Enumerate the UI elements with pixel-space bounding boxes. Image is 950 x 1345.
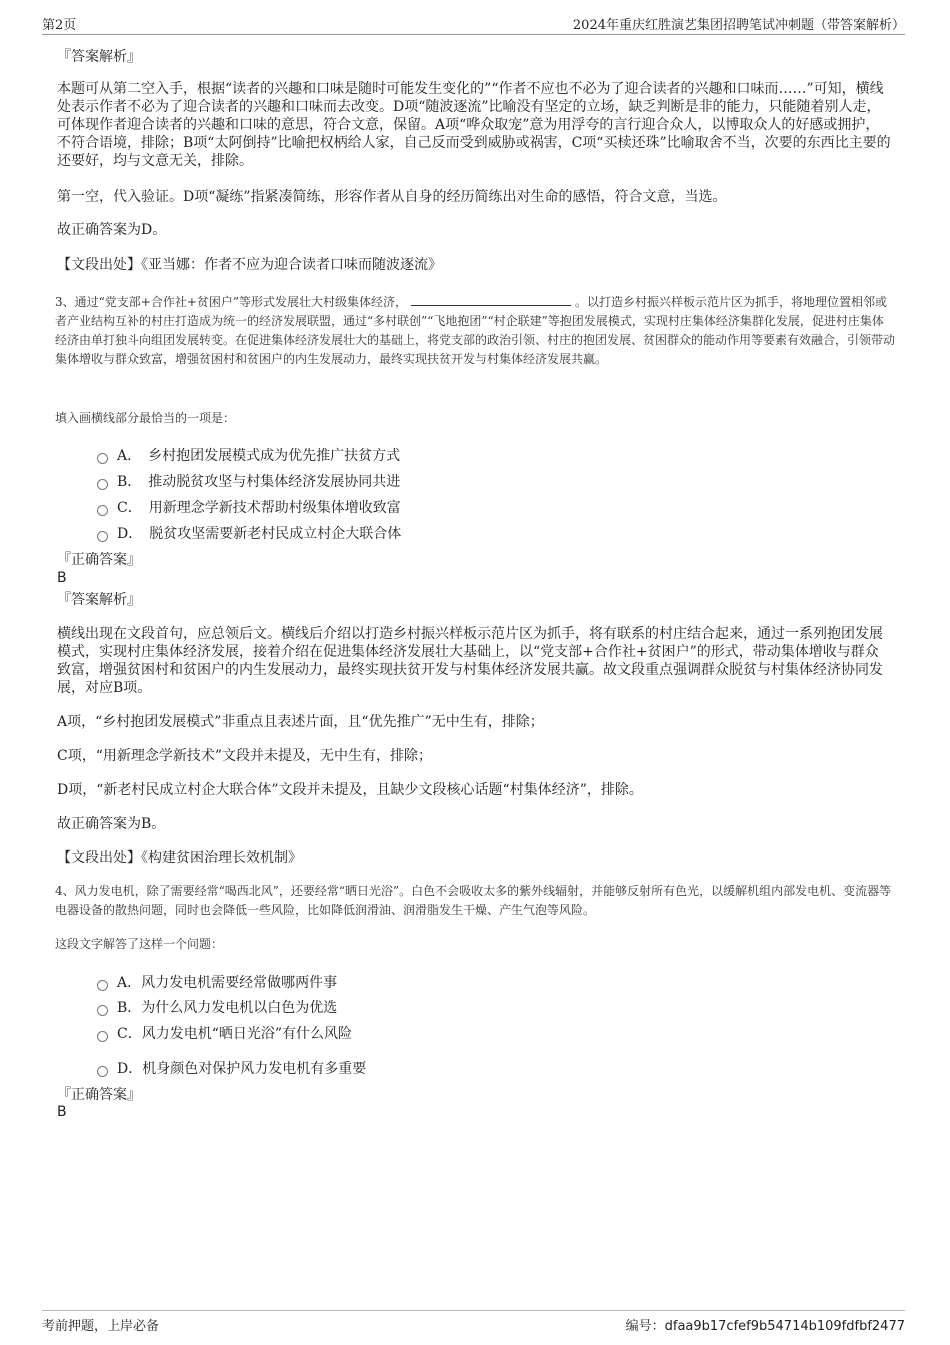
q3-prompt: 填入画横线部分最恰当的一项是： — [55, 411, 236, 425]
radio-icon[interactable] — [97, 531, 108, 542]
q3-analysis-p3: C项，“用新理念学新技术”文段并未提及，无中生有，排除； — [57, 748, 433, 764]
q4-stem: 4、风力发电机，除了需要经常“喝西北风”，还要经常“晒日光浴”。白色不会吸收太多的紫外线辐射，并能够反射所有色光，以缓解机组内部发电机、变流器等电器设备的散热问题，同时也会降低一些风险，比如降低润滑油、润滑脂发生干燥、产生气泡等风险。 — [55, 884, 892, 917]
q3-analysis-p1: 横线出现在文段首句，应总领后文。横线后介绍以打造乡村振兴样板示范片区为抓手，将有联系的村庄结合起来，通过一系列抱团发展模式，实现村庄集体经济发展，接着介绍在促进集体经济发展壮大基础上，以“党支部+合作社+贫困户”的形式，带动集体增收与群众致富，增强贫困村和贫困户的内生发展动力，最终实现扶贫开发与村集体经济发展共赢。故文段重点强调群众脱贫与村集体经济协同发展，对应B项。 — [57, 626, 883, 696]
page-number: 第2页 — [42, 18, 77, 33]
document-code: 编号：dfaa9b17cfef9b54714b109fdfbf2477 — [625, 1319, 905, 1334]
radio-icon[interactable] — [97, 1031, 108, 1042]
radio-icon[interactable] — [97, 505, 108, 516]
radio-icon[interactable] — [97, 479, 108, 490]
q3-analysis-label: 『答案解析』 — [57, 592, 141, 608]
q2-analysis-label: 『答案解析』 — [57, 49, 141, 65]
q3-option-b[interactable]: B． 推动脱贫攻坚与村集体经济发展协同共进 — [97, 471, 400, 491]
footer-slogan: 考前押题，上岸必备 — [42, 1319, 160, 1334]
q4-option-d[interactable]: D．机身颜色对保护风力发电机有多重要 — [97, 1058, 366, 1078]
q3-option-d[interactable]: D． 脱贫攻坚需要新老村民成立村企大联合体 — [97, 523, 401, 543]
q3-option-c[interactable]: C． 用新理念学新技术帮助村级集体增收致富 — [97, 497, 401, 517]
q3-source: 【文段出处】《构建贫困治理长效机制》 — [57, 850, 302, 866]
q2-source: 【文段出处】《亚当娜：作者不应为迎合读者口味而随波逐流》 — [57, 257, 442, 273]
radio-icon[interactable] — [97, 453, 108, 464]
q3-answer-label: 『正确答案』 — [57, 552, 141, 568]
q2-analysis-p3: 故正确答案为D。 — [57, 222, 167, 238]
page-header — [42, 14, 905, 35]
document-title: 2024年重庆红胜演艺集团招聘笔试冲刺题（带答案解析） — [572, 18, 905, 33]
page-footer — [42, 1310, 905, 1334]
q3-analysis-p2: A项，“乡村抱团发展模式”非重点且表述片面，且“优先推广”无中生有，排除； — [57, 714, 544, 730]
radio-icon[interactable] — [97, 1005, 108, 1016]
q4-option-a[interactable]: A．风力发电机需要经常做哪两件事 — [97, 972, 337, 992]
q3-analysis-p4: D项，“新老村民成立村企大联合体”文段并未提及，且缺少文段核心话题“村集体经济”，排除。 — [57, 782, 643, 798]
q4-answer-label: 『正确答案』 — [57, 1087, 141, 1103]
q3-analysis-p5: 故正确答案为B。 — [57, 816, 166, 832]
q2-analysis-p1: 本题可从第二空入手，根据“读者的兴趣和口味是随时可能发生变化的”“作者不应也不必为了迎合读者的兴趣和口味而……”可知，横线处表示作者不必为了迎合读者的兴趣和口味而去改变。D项“随波逐流”比喻没有坚定的立场，缺乏判断是非的能力，只能随着别人走，可体现作者迎合读者的兴趣和口味的意思，符合文意，保留。A项“哗众取宠”意为用浮夸的言行迎合众人，以博取众人的好感或拥护，不符合语境，排除；B项“太阿倒持”比喻把权柄给人家，自己反而受到威胁或祸害，C项“买椟还珠”比喻取舍不当，次要的东西比主要的还要好，均与文意无关，排除。 — [57, 81, 891, 169]
q3-stem: 3、通过“党支部+合作社+贫困户”等形式发展壮大村级集体经济， 。以打造乡村振兴样板示范片区为抓手，将地理位置相邻或者产业结构互补的村庄打造成为统一的经济发展联盟，通过“多村联创”“飞地抱团”“村企联建”等抱团发展模式，实现村庄集体经济集群化发展，促进村庄集体经济由单打独斗向组团发展转变。在促进集体经济发展壮大的基础上，将党支部的政治引领、村庄的抱团发展、贫困群众的能动作用等要素有效融合，引领带动集体增收与群众致富，增强贫困村和贫困户的内生发展动力，最终实现扶贫开发与村集体经济发展共赢。 — [55, 295, 896, 366]
radio-icon[interactable] — [97, 1066, 108, 1077]
q3-blank — [411, 293, 571, 306]
radio-icon[interactable] — [97, 980, 108, 991]
q2-analysis-p2: 第一空，代入验证。D项“凝练”指紧凑简练，形容作者从自身的经历简练出对生命的感悟，符合文意，当选。 — [57, 189, 727, 205]
q3-option-a[interactable]: A． 乡村抱团发展模式成为优先推广扶贫方式 — [97, 445, 400, 465]
q4-option-c[interactable]: C．风力发电机“晒日光浴”有什么风险 — [97, 1023, 352, 1043]
q3-answer: B — [57, 570, 67, 586]
q4-answer: B — [57, 1104, 67, 1120]
q4-option-b[interactable]: B．为什么风力发电机以白色为优选 — [97, 997, 337, 1017]
q4-prompt: 这段文字解答了这样一个问题： — [55, 937, 224, 951]
